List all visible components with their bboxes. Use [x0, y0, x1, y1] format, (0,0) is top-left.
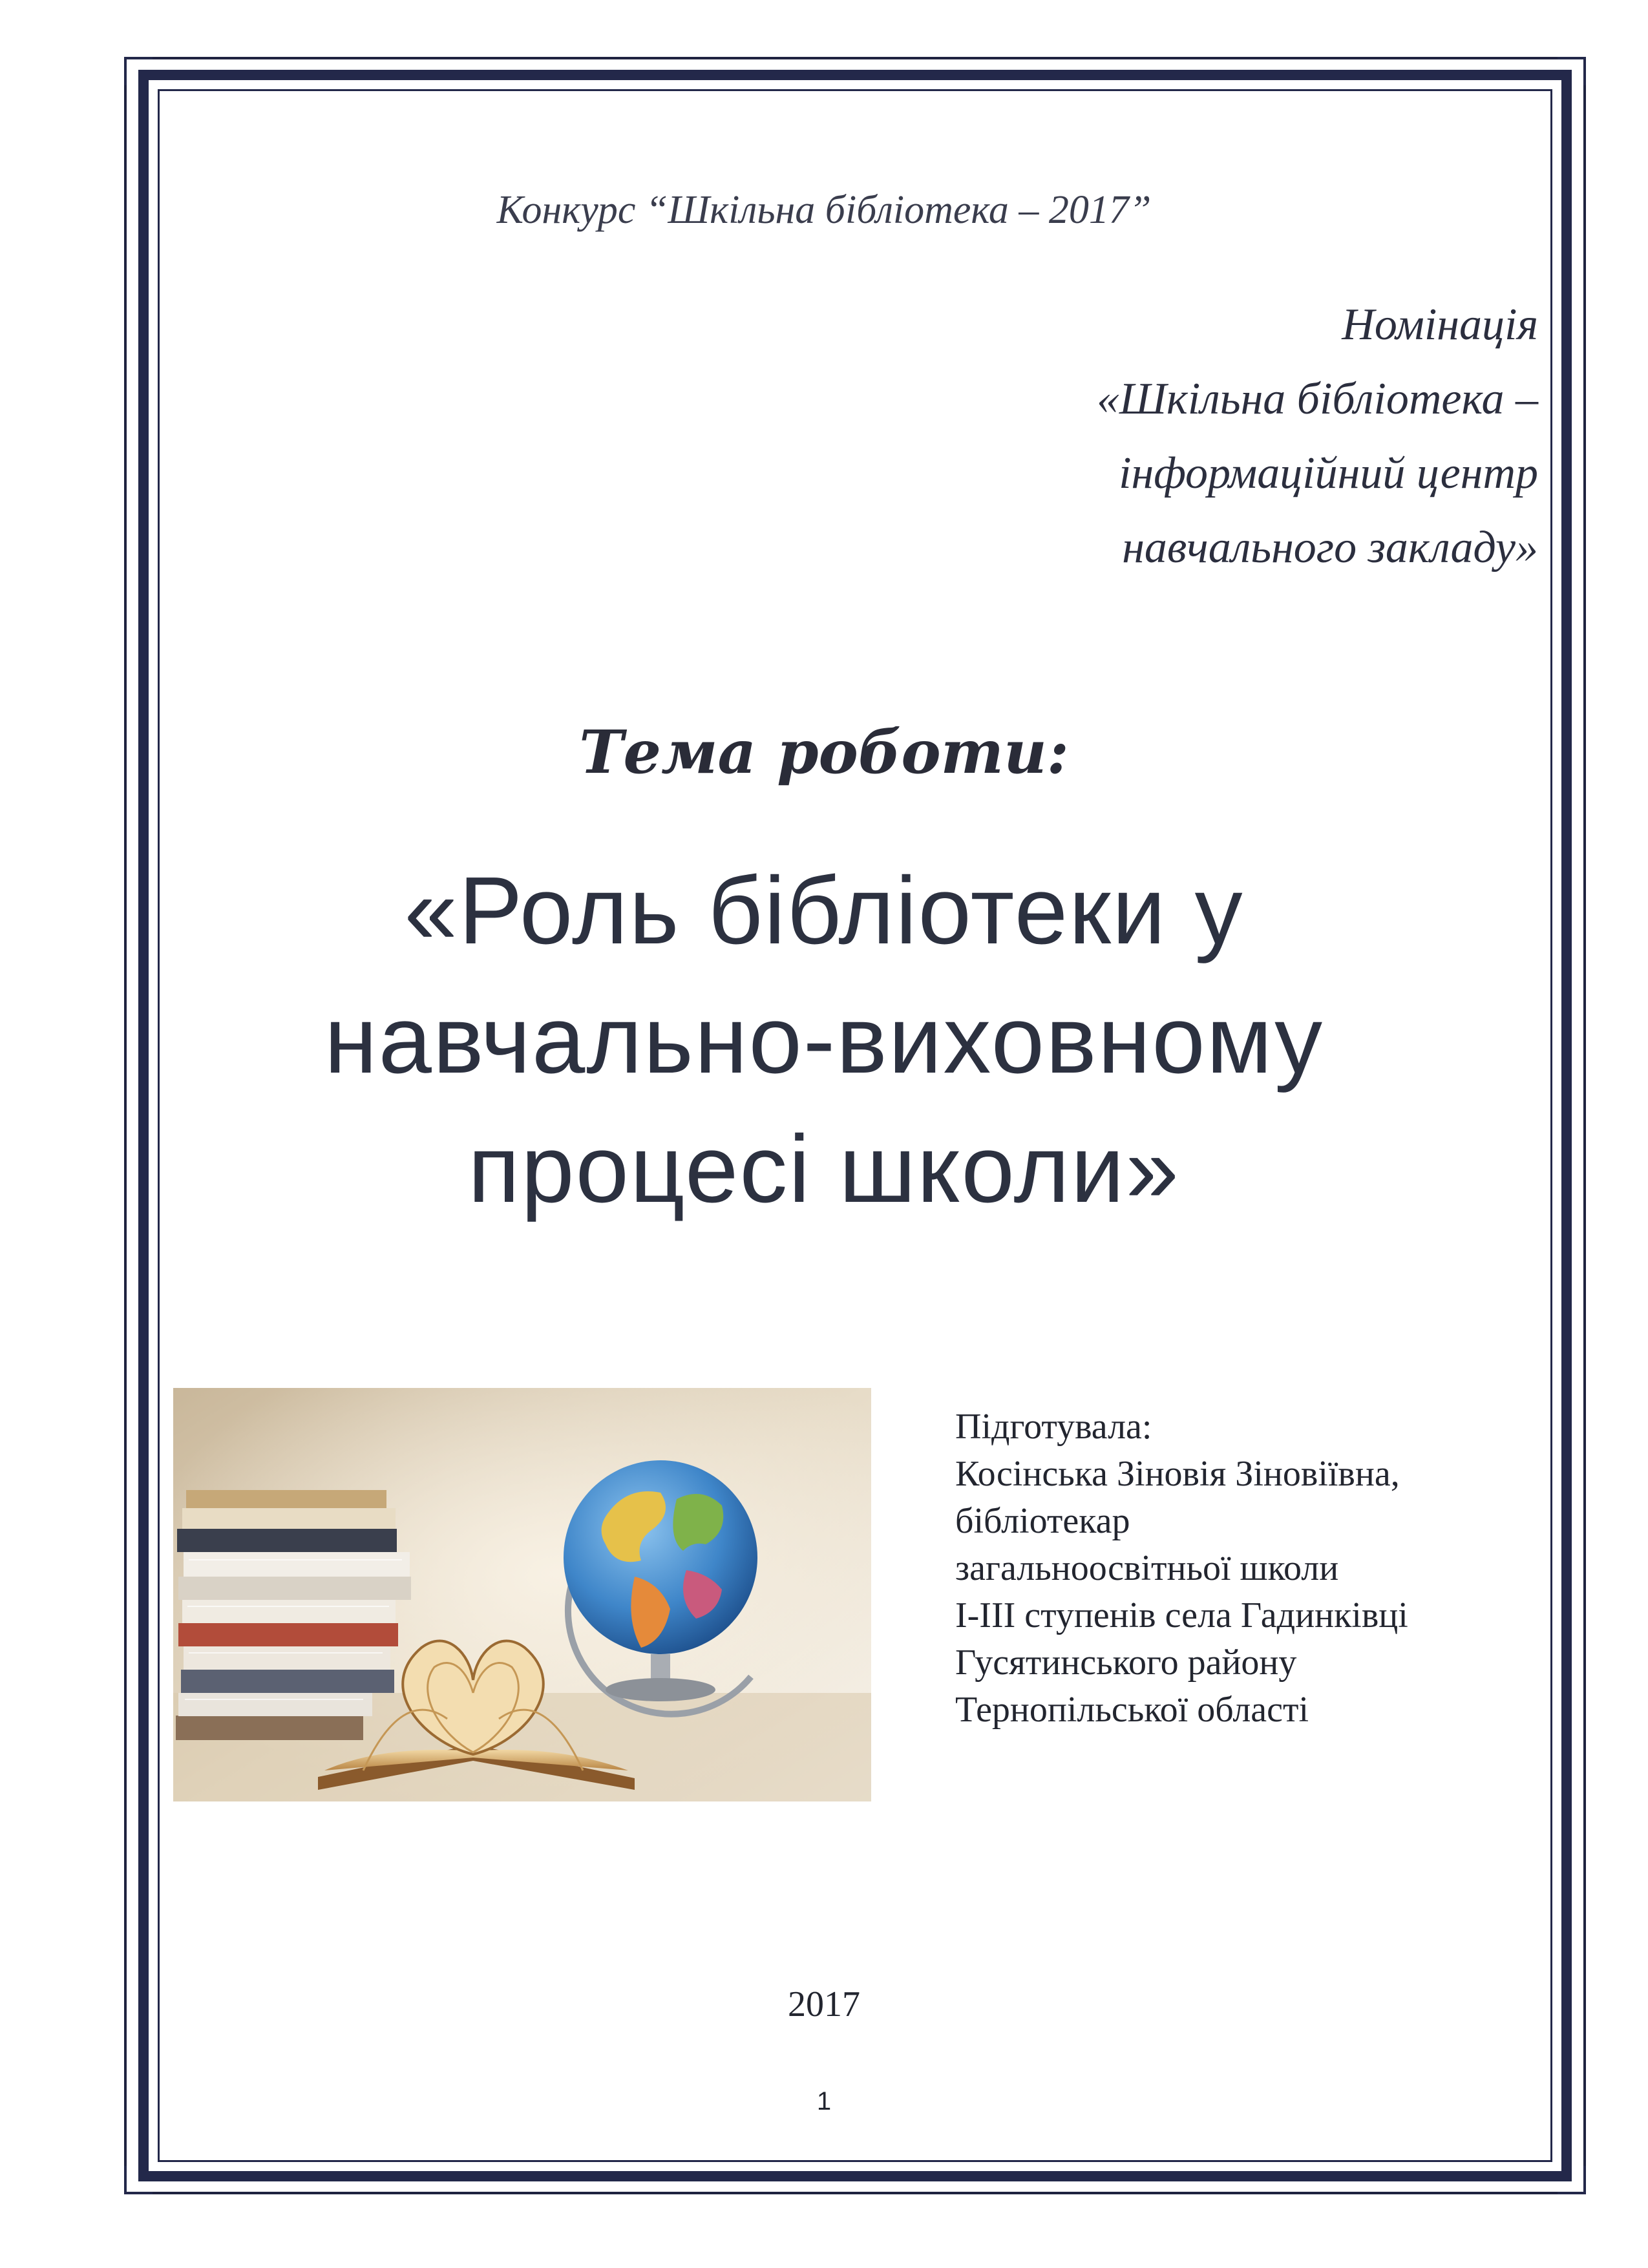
- author-line: бібліотекар: [955, 1501, 1130, 1541]
- work-title-line: навчально-виховному: [324, 987, 1324, 1093]
- contest-heading: Конкурс “Шкільна бібліотека – 2017”: [496, 188, 1152, 232]
- author-block: [955, 1403, 1563, 1734]
- nomination-line: Номінація: [1342, 300, 1538, 350]
- author-line: Підготувала:: [955, 1407, 1152, 1447]
- nomination-line: «Шкільна бібліотека –: [1096, 374, 1538, 424]
- year: 2017: [788, 1984, 860, 2024]
- author-line: Гусятинського району: [955, 1643, 1297, 1683]
- author-line: загальноосвітньої школи: [955, 1548, 1339, 1588]
- frame-corner-bottom-right: [1558, 2166, 1586, 2194]
- work-title-line: «Роль бібліотеки у: [404, 857, 1244, 964]
- nomination-line: інформаційний центр: [1119, 448, 1538, 498]
- frame-corner-top-left: [124, 57, 153, 85]
- frame-corner-bottom-left: [124, 2166, 153, 2194]
- work-title: [0, 846, 1648, 1234]
- theme-label: Тема роботи:: [579, 717, 1069, 787]
- frame-corner-top-right: [1558, 57, 1586, 85]
- author-line: Косінська Зіновія Зіновіївна,: [955, 1454, 1400, 1494]
- work-title-line: процесі школи»: [468, 1116, 1180, 1223]
- library-illustration: [169, 1383, 900, 1809]
- page-number: 1: [816, 2087, 832, 2116]
- nomination-block: [827, 288, 1538, 585]
- author-line: Тернопільської області: [955, 1690, 1309, 1730]
- nomination-line: навчального закладу»: [1122, 523, 1538, 572]
- author-line: І-ІІІ ступенів села Гадинківці: [955, 1595, 1408, 1635]
